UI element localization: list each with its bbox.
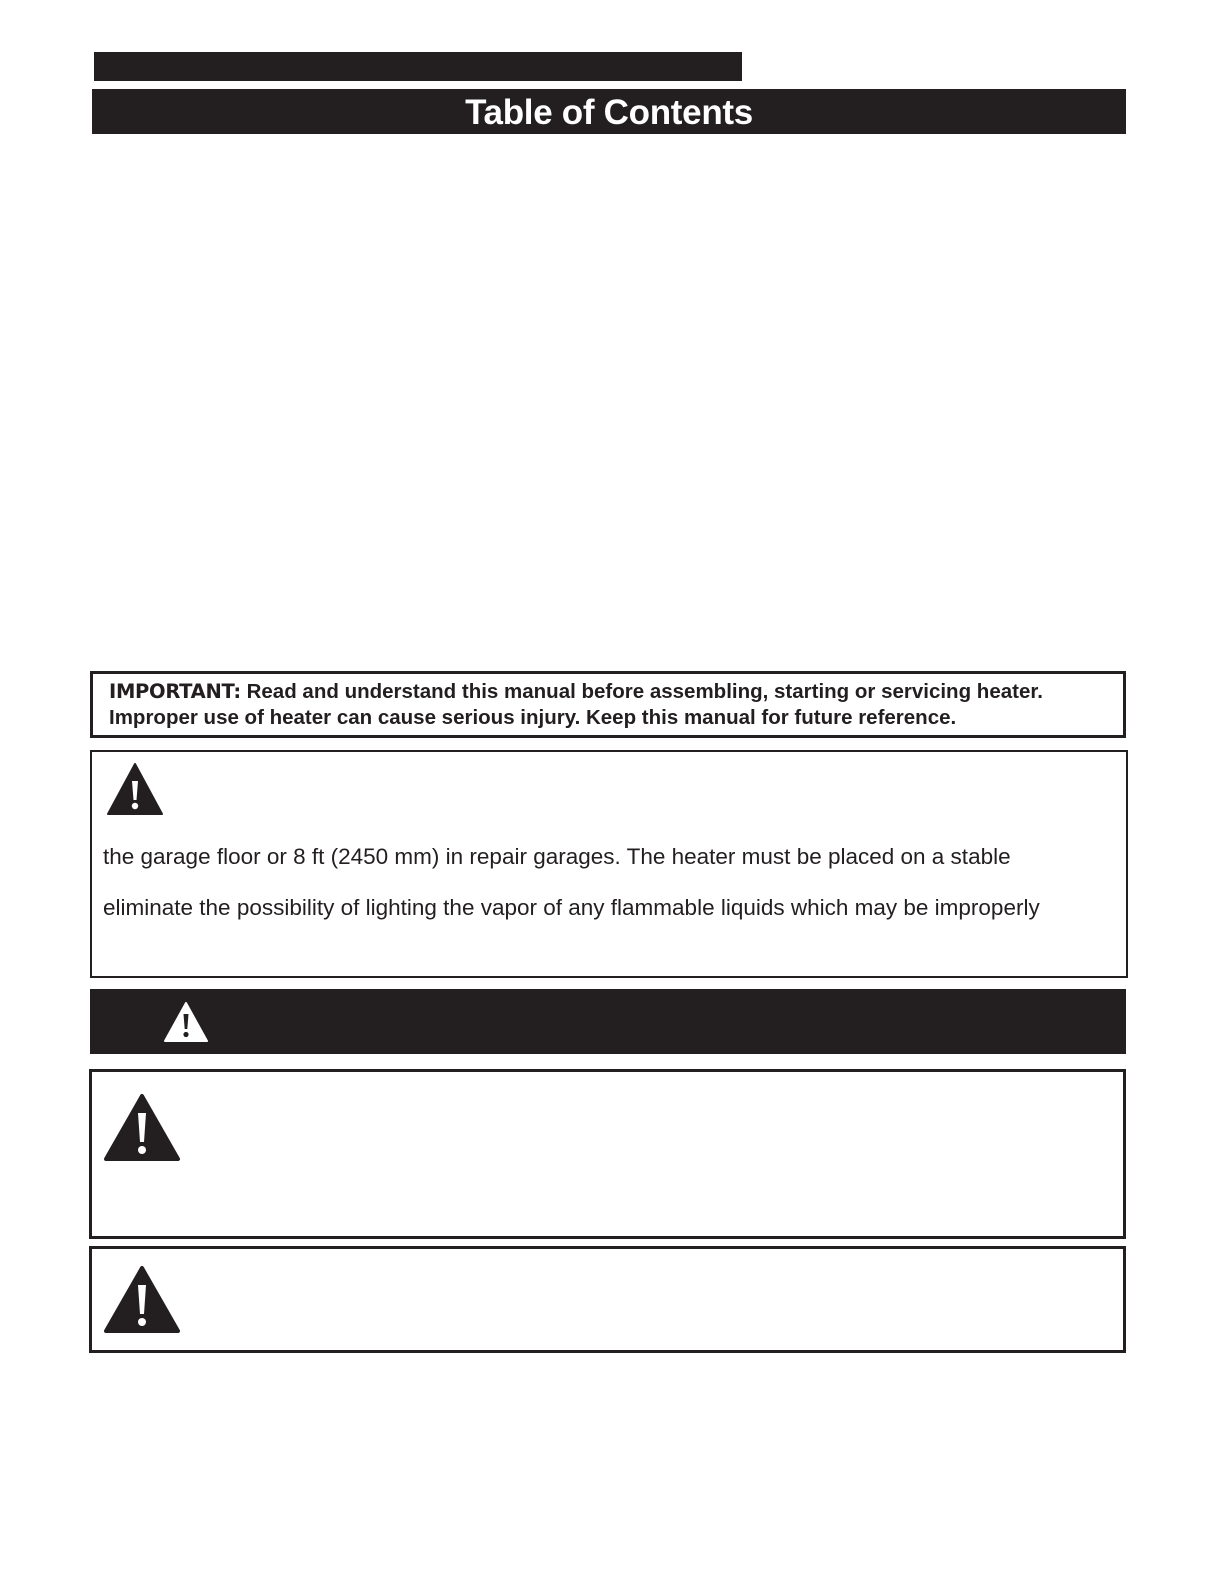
warning-triangle-icon: [103, 1093, 181, 1163]
warning-box-1: [90, 750, 1128, 978]
warning-box-3: [89, 1246, 1126, 1353]
top-header-bar: [94, 52, 742, 81]
page-title: Table of Contents: [92, 89, 1126, 134]
warning-box-1-line-2: eliminate the possibility of lighting the vapor of any flammable liquids which may be improperly: [103, 895, 1040, 920]
important-notice-line-1-text: Read and understand this manual before assembling, starting or servicing heater.: [240, 680, 1043, 703]
warning-triangle-icon: [103, 1265, 181, 1335]
warning-box-2: [89, 1069, 1126, 1239]
important-notice-line-2: Improper use of heater can cause serious injury. Keep this manual for future reference.: [109, 706, 957, 729]
warning-header-band: [90, 989, 1126, 1054]
important-notice-box: [90, 671, 1126, 738]
important-notice-line-1: [109, 680, 1043, 704]
warning-triangle-icon: [163, 1001, 209, 1043]
warning-box-1-line-1: the garage floor or 8 ft (2450 mm) in repair garages. The heater must be placed on a stable: [103, 844, 1011, 869]
warning-triangle-icon: [106, 762, 164, 816]
important-keyword: IMPORTANT:: [109, 680, 241, 703]
